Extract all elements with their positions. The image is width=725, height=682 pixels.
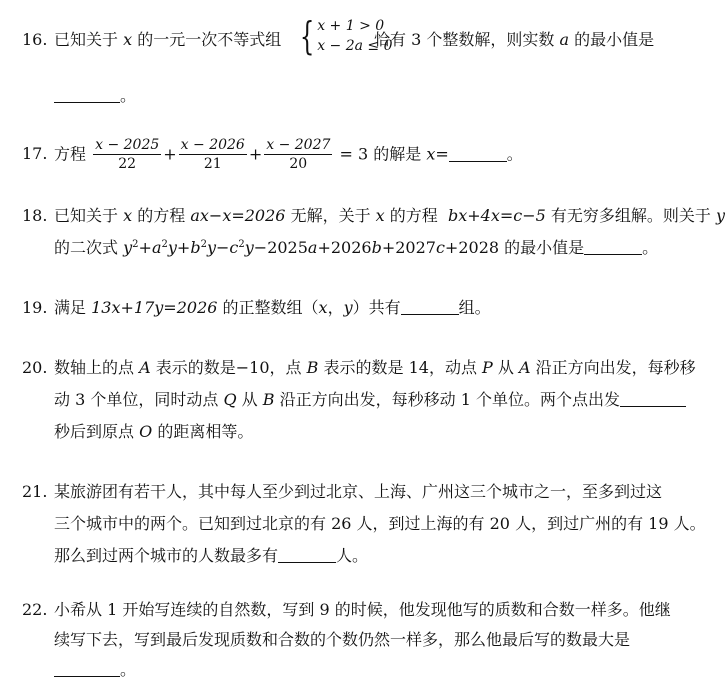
question-text-line-1: 数轴上的点 A 表示的数是−10，点 B 表示的数是 14，动点 P 从 A 沿正方向出发，每秒移: [54, 358, 696, 377]
question-text-line-1: 某旅游团有若干人，其中每人至少到过北京、上海、广州这三个城市之一，至多到过这: [54, 482, 663, 501]
inequality-system: { x + 1 > 0 x − 2a ≤ 0: [299, 14, 393, 58]
fraction-3: $\frac{x - 2027}{20}$: [266, 137, 331, 172]
answer-blank[interactable]: [449, 147, 507, 162]
question-text-line-1: 已知关于 x 的方程 ax−x=2026 无解，关于 x 的方程 bx+4x=c−5 有无穷多组解。则关于 y: [54, 206, 725, 225]
answer-line[interactable]: 。: [54, 86, 136, 106]
inequality-1: x + 1 > 0: [317, 18, 385, 34]
fraction-2: $\frac{x - 2026}{21}$: [180, 137, 245, 172]
answer-blank[interactable]: [54, 662, 120, 677]
fraction-1: $\frac{x - 2025}{22}$: [95, 137, 160, 172]
question-number: 18.: [22, 206, 48, 225]
question-number: 21.: [22, 482, 48, 501]
question-text-line-3: 那么到过两个城市的人数最多有 人。: [54, 546, 369, 565]
question-number: 22.: [22, 600, 48, 619]
question-text: 满足 13x+17y=2026 的正整数组（x，y）共有 组。: [54, 298, 491, 317]
question-text-line-2: 三个城市中的两个。已知到过北京的有 26 人，到过上海的有 20 人，到过广州的有 19 人。: [54, 514, 706, 533]
equation-line: 方程 $\frac{x - 2025}{22}$ + $\frac{x - 2026}{21}$ + $\frac{x - 2027}{20}$ = 3 的解是 x= 。: [54, 137, 523, 172]
question-text-line-1: 已知关于 x 的一元一次不等式组: [54, 30, 282, 49]
question-text-line-2: 的二次式 $y^2+a^2y+b^2y-c^2y-2025a+2026b+2027c+2028$ 的最小值是 。: [54, 238, 659, 257]
question-number: 20.: [22, 358, 48, 377]
answer-blank[interactable]: [401, 300, 459, 315]
question-text-line-2: 动 3 个单位，同时动点 Q 从 B 沿正方向出发，每秒移动 1 个单位。两个点出发: [54, 390, 686, 410]
question-text-line-2: 续写下去，写到最后发现质数和合数的个数仍然一样多，那么他最后写的数最大是: [54, 630, 631, 649]
question-text-line-1: 小希从 1 开始写连续的自然数，写到 9 的时候，他发现他写的质数和合数一样多。他继: [54, 600, 671, 619]
answer-line[interactable]: 。: [54, 660, 136, 680]
answer-blank[interactable]: [278, 548, 336, 563]
answer-blank[interactable]: [620, 392, 686, 407]
inequality-2: x − 2a ≤ 0: [317, 38, 393, 54]
question-text-line-3: 秒后到原点 O 的距离相等。: [54, 422, 254, 441]
question-number: 17.: [22, 144, 48, 163]
answer-blank[interactable]: [54, 88, 120, 103]
answer-blank[interactable]: [584, 240, 642, 255]
question-number: 19.: [22, 298, 48, 317]
question-number: 16.: [22, 30, 48, 49]
question-text-line-1b: 恰有 3 个整数解，则实数 a 的最小值是: [374, 30, 655, 49]
